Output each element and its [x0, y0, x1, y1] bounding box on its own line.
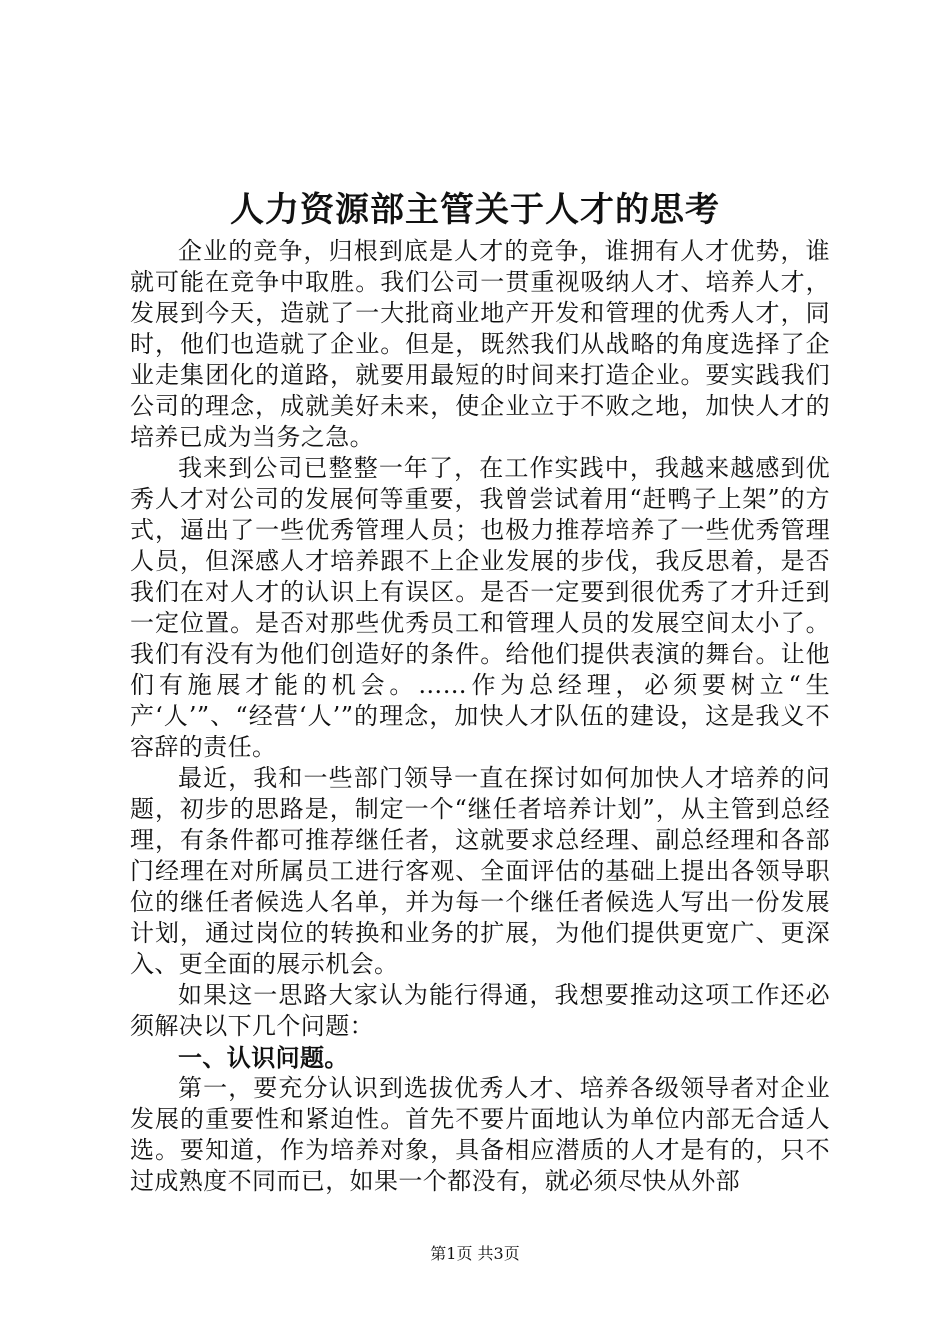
paragraph-1: 企业的竞争，归根到底是人才的竞争，谁拥有人才优势，谁就可能在竞争中取胜。我们公司一贯重视吸纳人才、培养人才，发展到今天，造就了一大批商业地产开发和管理的优秀人才，同时，他们也造就了企业。但是，既然我们从战略的角度选择了企业走集团化的道路，就要用最短的时间来打造企业。要实践我们公司的理念，成就美好未来，使企业立于不败之地，加快人才的培养已成为当务之急。 [130, 237, 830, 451]
paragraph-4: 如果这一思路大家认为能行得通，我想要推动这项工作还必须解决以下几个问题： [130, 981, 830, 1040]
section-paragraph: 第一，要充分认识到选拔优秀人才、培养各级领导者对企业发展的重要性和紧迫性。首先不要片面地认为单位内部无合适人选。要知道，作为培养对象，具备相应潜质的人才是有的，只不过成熟度不同而已，如果一个都没有，就必须尽快从外部 [130, 1074, 830, 1195]
paragraph-2: 我来到公司已整整一年了，在工作实践中，我越来越感到优秀人才对公司的发展何等重要，我曾尝试着用“赶鸭子上架”的方式，逼出了一些优秀管理人员；也极力推荐培养了一些优秀管理人员，但深感人才培养跟不上企业发展的步伐，我反思着，是否我们在对人才的认识上有误区。是否一定要到很优秀了才升迁到一定位置。是否对那些优秀员工和管理人员的发展空间太小了。我们有没有为他们创造好的条件。给他们提供表演的舞台。让他们有施展才能的机会。……作为总经理，必须要树立“生产‘人’”、“经营‘人’”的理念，加快人才队伍的建设，这是我义不容辞的责任。 [130, 454, 830, 761]
document-body [130, 236, 830, 1197]
paragraph-3: 最近，我和一些部门领导一直在探讨如何加快人才培养的问题，初步的思路是，制定一个“继任者培养计划”，从主管到总经理，有条件都可推荐继任者，这就要求总经理、副总经理和各部门经理在对所属员工进行客观、全面评估的基础上提出各领导职位的继任者候选人名单，并为每一个继任者候选人写出一份发展计划，通过岗位的转换和业务的扩展，为他们提供更宽广、更深入、更全面的展示机会。 [130, 764, 830, 978]
section-heading: 一、认识问题。 [178, 1043, 349, 1072]
document-title: 人力资源部主管关于人才的思考 [230, 190, 720, 230]
page-footer: 第1页 共3页 [430, 1244, 520, 1263]
